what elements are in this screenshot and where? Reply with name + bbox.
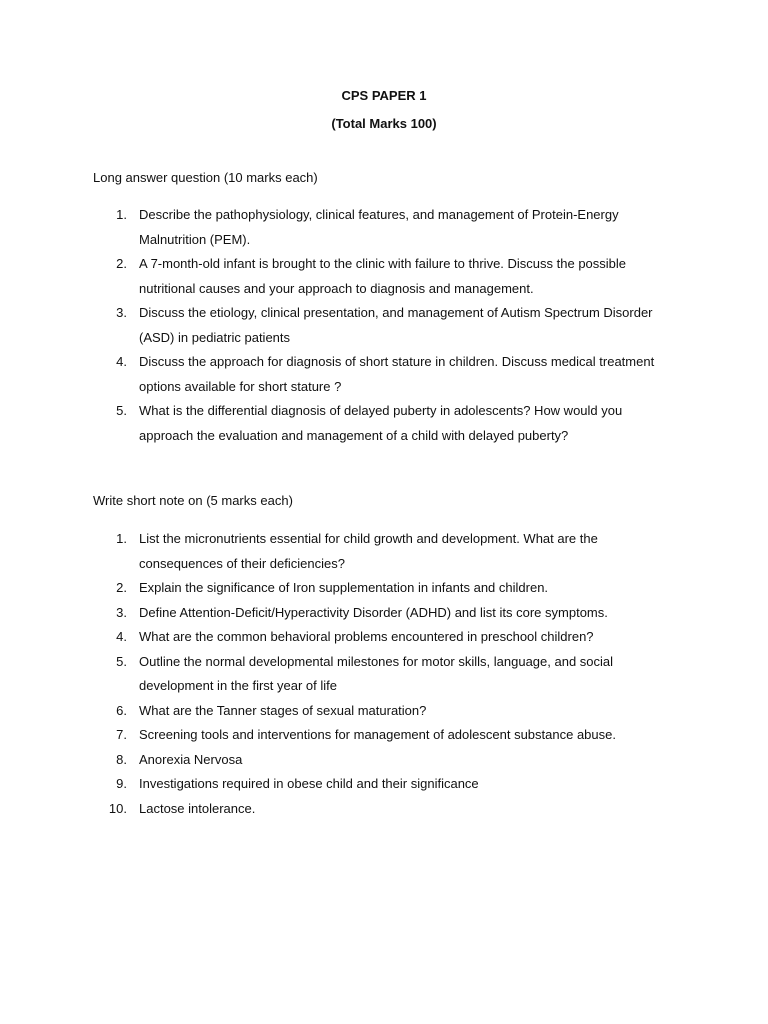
question-number: 2. (116, 256, 127, 271)
list-item (0, 601, 659, 626)
question-text: Outline the normal developmental milestones for motor skills, language, and social development in the first year of life (139, 653, 614, 693)
question-text: A 7-month-old infant is brought to the clinic with failure to thrive. Discuss the possible nutritional causes and your approach to diagnosis and management. (139, 256, 627, 296)
list-item (0, 699, 659, 724)
question-number: 3. (116, 305, 127, 320)
question-text: Discuss the etiology, clinical presentation, and management of Autism Spectrum Disorder (ASD) in pediatric patients (139, 305, 653, 345)
question-text: List the micronutrients essential for child growth and development. What are the consequences of their deficiencies? (139, 531, 598, 571)
question-number: 1. (116, 207, 127, 222)
list-item (0, 527, 659, 576)
list-item (0, 252, 659, 301)
list-item (0, 723, 659, 748)
paper-title: CPS PAPER 1 (341, 88, 427, 103)
question-number: 4. (116, 354, 127, 369)
list-item (0, 650, 659, 699)
question-number: 4. (116, 629, 127, 644)
list-item (0, 748, 659, 773)
question-text: Anorexia Nervosa (139, 751, 243, 767)
question-number: 5. (116, 653, 127, 669)
question-number: 3. (116, 604, 127, 620)
list-item (0, 399, 659, 448)
question-text: Investigations required in obese child and their significance (139, 776, 479, 791)
question-number: 10. (108, 800, 127, 816)
list-item (0, 625, 659, 650)
list-item (0, 301, 659, 350)
question-text: Explain the significance of Iron supplementation in infants and children. (139, 580, 549, 595)
question-text: Screening tools and interventions for management of adolescent substance abuse. (139, 727, 616, 742)
short-notes-list (0, 527, 768, 821)
question-number: 9. (116, 776, 127, 791)
question-text: Describe the pathophysiology, clinical features, and management of Protein-Energy Malnutrition (PEM). (139, 207, 619, 247)
list-item (0, 203, 659, 252)
question-number: 2. (116, 580, 127, 595)
question-number: 1. (116, 531, 127, 546)
long-answer-heading: Long answer question (10 marks each) (93, 170, 318, 185)
list-item (0, 350, 659, 399)
question-number: 7. (116, 727, 127, 742)
question-number: 6. (116, 702, 127, 718)
question-text: Discuss the approach for diagnosis of short stature in children. Discuss medical treatment options available for short stature ? (139, 354, 655, 394)
question-text: Lactose intolerance. (139, 800, 256, 816)
list-item (0, 772, 659, 797)
list-item (0, 576, 659, 601)
paper-total-marks: (Total Marks 100) (331, 116, 437, 131)
long-answer-list (0, 203, 768, 448)
question-number: 5. (116, 403, 127, 418)
question-text: What is the differential diagnosis of delayed puberty in adolescents? How would you approach the evaluation and management of a child with delayed puberty? (139, 403, 623, 443)
question-text: What are the common behavioral problems encountered in preschool children? (139, 629, 594, 644)
list-item (0, 797, 659, 822)
short-notes-heading: Write short note on (5 marks each) (93, 493, 293, 508)
question-text: Define Attention-Deficit/Hyperactivity Disorder (ADHD) and list its core symptoms. (139, 604, 608, 620)
question-text: What are the Tanner stages of sexual maturation? (139, 702, 427, 718)
question-number: 8. (116, 751, 127, 767)
